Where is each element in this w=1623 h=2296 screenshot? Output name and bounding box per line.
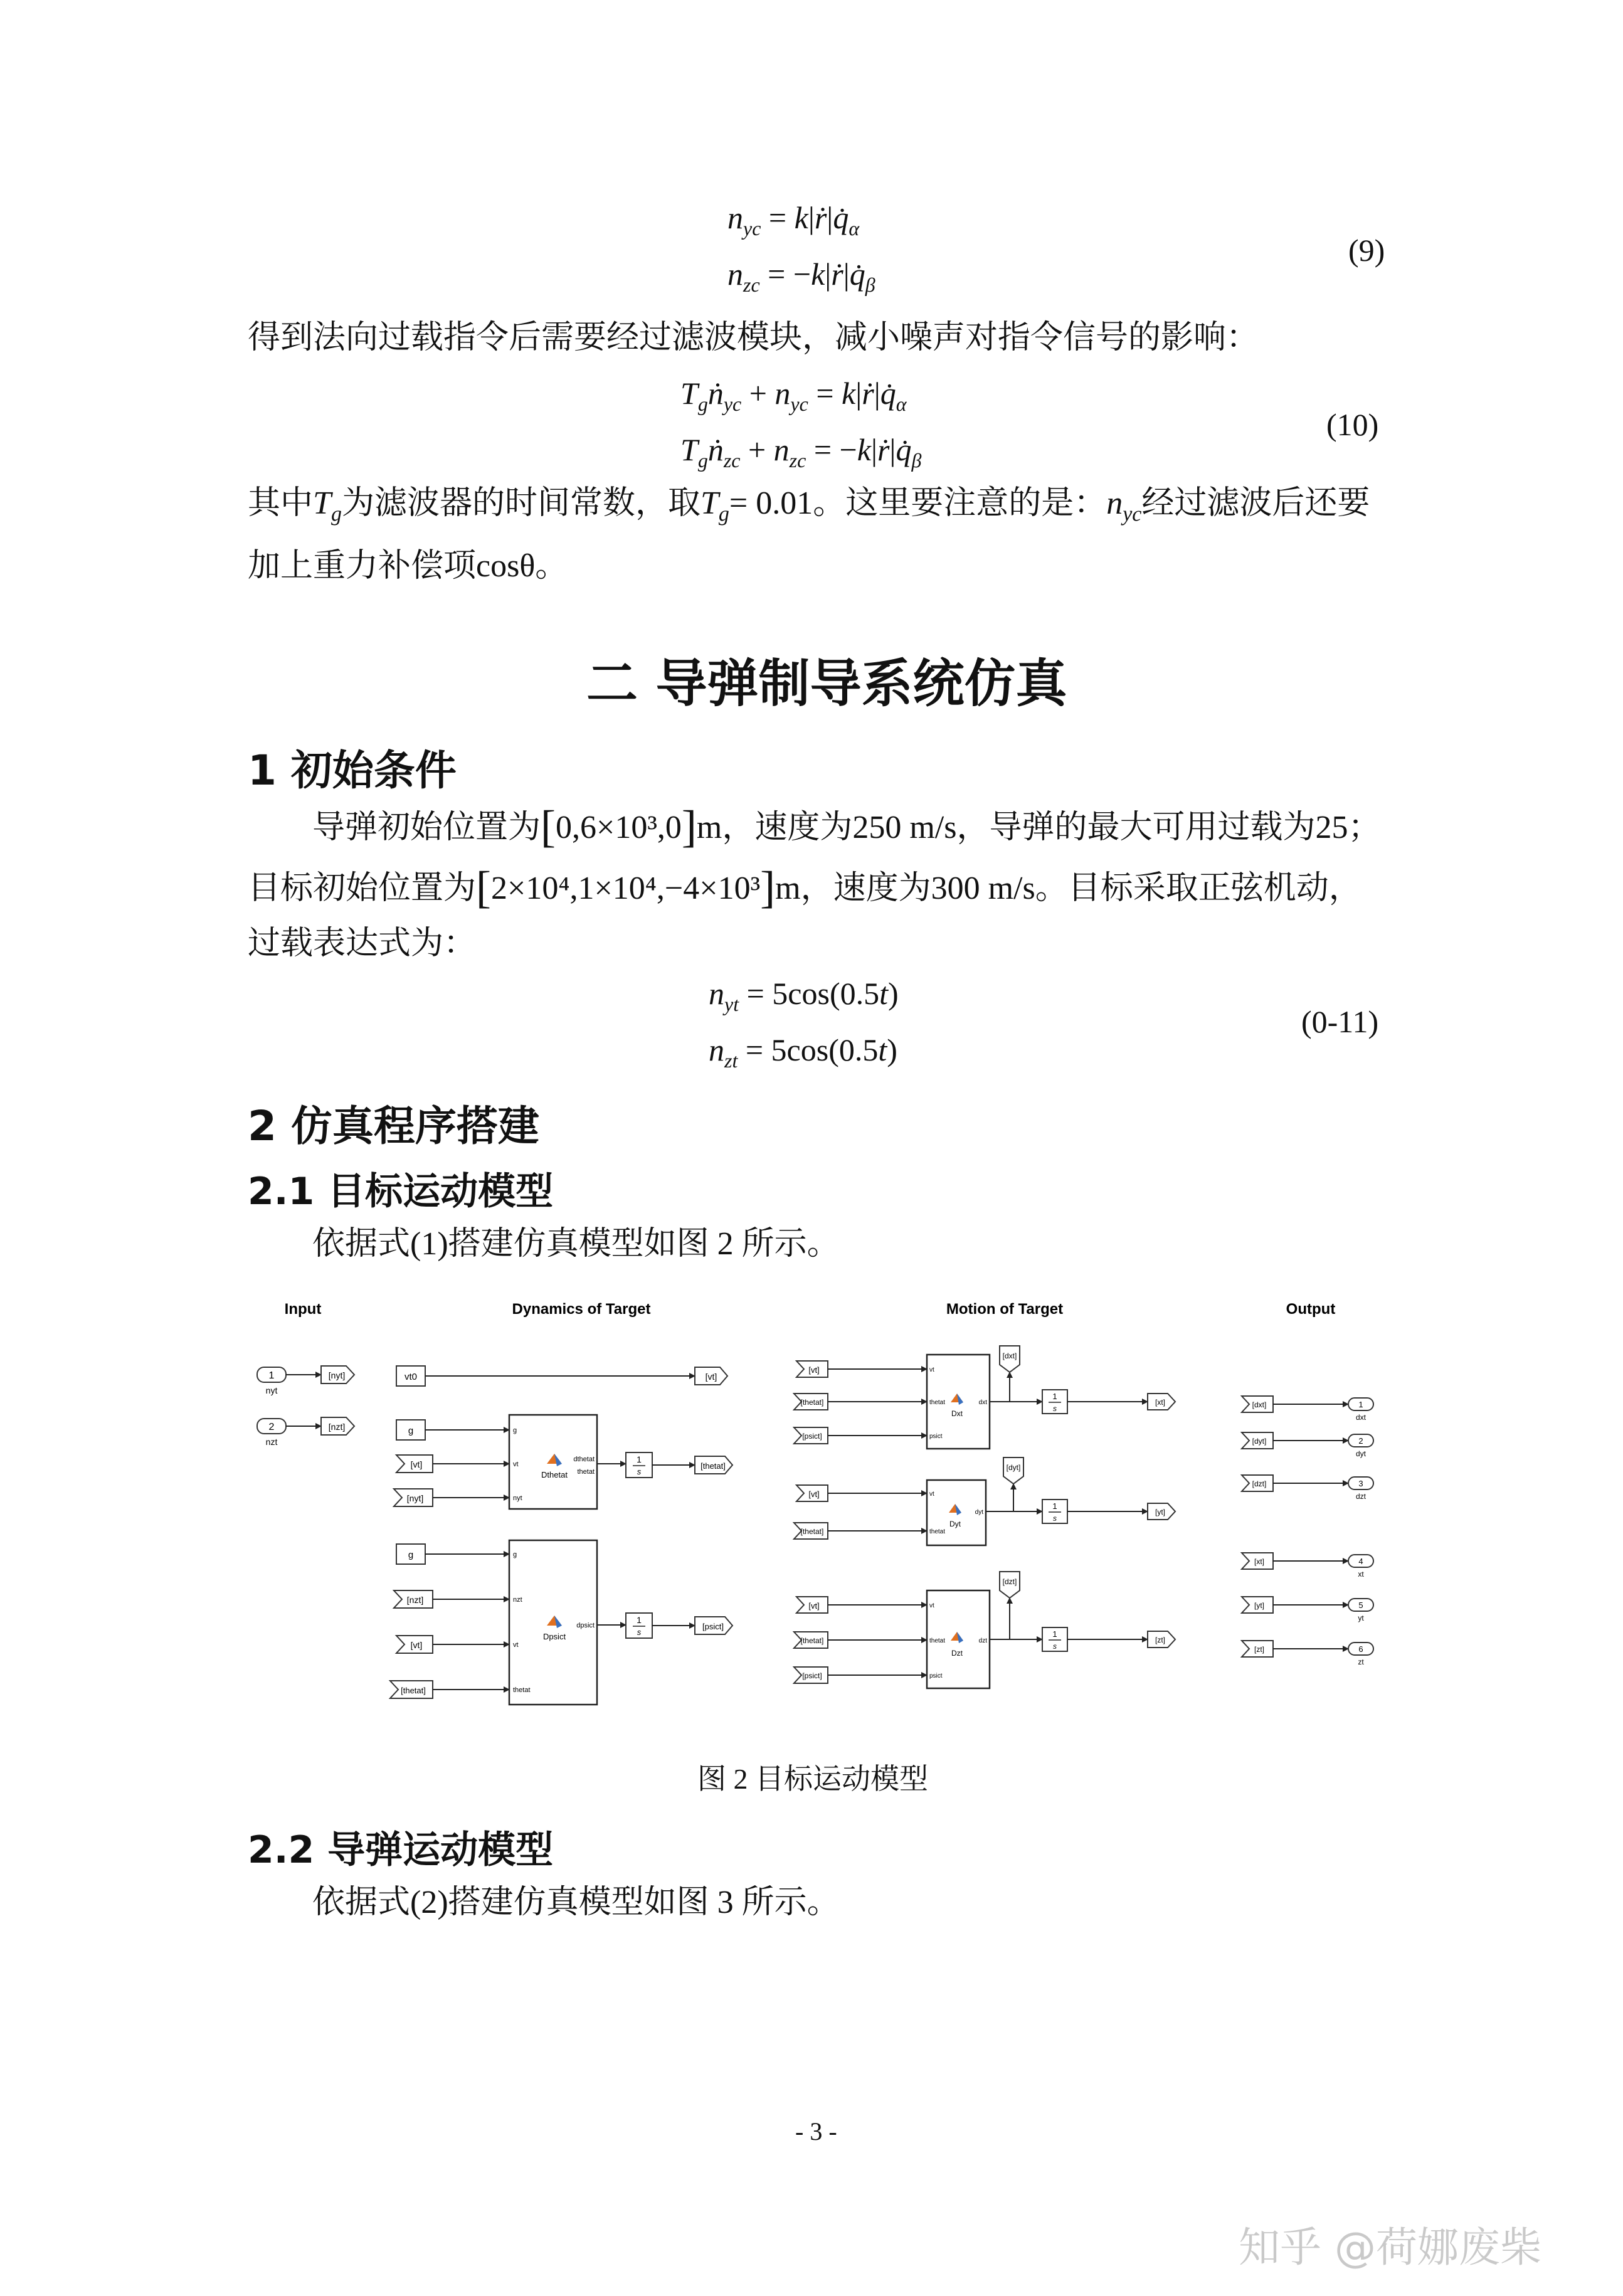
svg-text:[dzt]: [dzt] (1252, 1479, 1267, 1488)
svg-text:xt: xt (1358, 1570, 1364, 1579)
outport-1[interactable] (1348, 1398, 1373, 1422)
integrator-zt[interactable] (1042, 1627, 1067, 1651)
svg-text:1: 1 (268, 1370, 275, 1381)
svg-text:s: s (637, 1467, 642, 1476)
svg-text:[thetat]: [thetat] (800, 1398, 824, 1407)
svg-text:zt: zt (1358, 1658, 1364, 1666)
dpsict-input-thetat[interactable] (390, 1681, 433, 1698)
goto-dzt[interactable] (1000, 1572, 1020, 1598)
outport-2[interactable] (1348, 1434, 1373, 1458)
svg-text:thetat: thetat (513, 1686, 531, 1694)
goto-thetat[interactable] (695, 1456, 732, 1474)
svg-text:[dyt]: [dyt] (1252, 1437, 1267, 1446)
svg-text:[psict]: [psict] (802, 1671, 822, 1680)
svg-text:dyt: dyt (975, 1509, 983, 1516)
svg-text:[psict]: [psict] (702, 1622, 724, 1631)
integrator-xt[interactable] (1042, 1390, 1067, 1414)
svg-text:[nzt]: [nzt] (406, 1595, 424, 1605)
eq11-line2: $n_{zt} = 5\cos(0.5t)$ (709, 1032, 897, 1072)
svg-text:[vt]: [vt] (808, 1489, 820, 1499)
svg-text:vt0: vt0 (404, 1372, 418, 1382)
outport-3[interactable] (1348, 1477, 1373, 1501)
svg-text:Dyt: Dyt (949, 1520, 961, 1528)
svg-text:[nzt]: [nzt] (328, 1422, 346, 1432)
dyt-input-thetat[interactable] (794, 1523, 828, 1539)
section-2-title: 2 仿真程序搭建 (248, 1102, 539, 1150)
svg-text:1: 1 (637, 1615, 642, 1625)
dyt-block[interactable] (927, 1480, 986, 1545)
area-title-output: Output (1286, 1301, 1336, 1318)
output-from-dyt[interactable] (1242, 1432, 1273, 1449)
svg-text:vt: vt (513, 1641, 519, 1649)
svg-text:[nyt]: [nyt] (328, 1370, 346, 1380)
goto-dyt[interactable] (1003, 1457, 1023, 1484)
chapter-title: 二 导弹制导系统仿真 (586, 654, 1067, 714)
eq11-number: (0-11) (1301, 1004, 1379, 1039)
svg-text:vt: vt (929, 1602, 934, 1609)
svg-text:s: s (1053, 1404, 1057, 1413)
integrator-psict[interactable] (626, 1613, 652, 1638)
outport-4[interactable] (1348, 1555, 1373, 1579)
svg-text:1: 1 (1052, 1629, 1057, 1639)
svg-text:yt: yt (1358, 1614, 1364, 1622)
svg-text:6: 6 (1358, 1644, 1363, 1654)
svg-text:psict: psict (929, 1433, 943, 1440)
svg-text:[thetat]: [thetat] (700, 1461, 726, 1471)
eq10-number: (10) (1326, 407, 1379, 442)
svg-text:Dthetat: Dthetat (541, 1470, 568, 1479)
svg-text:vt: vt (513, 1461, 519, 1468)
goto-nyt[interactable] (321, 1366, 354, 1383)
inport-2[interactable] (257, 1419, 286, 1447)
dzt-input-vt[interactable] (796, 1597, 828, 1613)
para-filter: 得到法向过载指令后需要经过滤波模块，减小噪声对指令信号的影响： (248, 320, 1259, 356)
svg-text:Dzt: Dzt (951, 1649, 963, 1658)
svg-text:[zt]: [zt] (1254, 1645, 1265, 1654)
svg-text:g: g (513, 1427, 517, 1434)
outport-5[interactable] (1348, 1599, 1373, 1622)
svg-text:[vt]: [vt] (410, 1459, 423, 1469)
dxt-input-thetat[interactable] (794, 1394, 828, 1410)
svg-text:[vt]: [vt] (808, 1601, 820, 1611)
section-2-2-para: 依据式(2)搭建仿真模型如图 3 所示。 (312, 1885, 840, 1920)
svg-text:vt: vt (929, 1367, 934, 1373)
eq9-number: (9) (1348, 233, 1385, 268)
goto-xt[interactable] (1148, 1394, 1175, 1410)
svg-text:dthetat: dthetat (573, 1456, 595, 1463)
svg-text:[vt]: [vt] (410, 1640, 423, 1650)
page-number: - 3 - (795, 2117, 837, 2145)
svg-text:g: g (408, 1426, 414, 1436)
svg-text:s: s (637, 1627, 642, 1637)
area-title-dynamics: Dynamics of Target (512, 1301, 651, 1318)
dxt-block[interactable] (927, 1355, 990, 1449)
svg-text:g: g (513, 1551, 517, 1558)
area-title-motion: Motion of Target (946, 1301, 1064, 1318)
dthetat-input-vt[interactable] (396, 1455, 433, 1473)
goto-psict[interactable] (695, 1617, 732, 1634)
svg-text:dxt: dxt (978, 1399, 987, 1406)
output-from-xt[interactable] (1242, 1553, 1273, 1569)
svg-text:dzt: dzt (1355, 1492, 1367, 1501)
svg-text:nzt: nzt (513, 1596, 522, 1604)
svg-text:[thetat]: [thetat] (800, 1636, 824, 1645)
eq11-line1: $n_{yt} = 5\cos(0.5t)$ (709, 976, 899, 1015)
output-from-yt[interactable] (1242, 1597, 1273, 1613)
svg-text:thetat: thetat (577, 1468, 595, 1476)
figure-2-caption: 图 2 目标运动模型 (697, 1763, 928, 1795)
svg-text:nyt: nyt (265, 1385, 278, 1395)
eq9-line2: $n_{zc}$ = $-k|ṙ|q̇_\beta$ (727, 257, 875, 296)
dzt-input-thetat[interactable] (794, 1632, 828, 1648)
svg-text:s: s (1053, 1642, 1057, 1651)
output-from-dxt[interactable] (1242, 1396, 1273, 1412)
init-para-line2: 目标初始位置为[2×10⁴,1×10⁴,−4×10³]m，速度为300 m/s。目标采取正弦机动， (248, 862, 1361, 913)
watermark: 知乎 @荷娜废柴 (1239, 2223, 1541, 2272)
dpsict-block[interactable] (509, 1540, 597, 1705)
dpsict-input-g[interactable] (396, 1544, 425, 1564)
svg-text:dpsict: dpsict (576, 1622, 595, 1629)
svg-text:[dzt]: [dzt] (1002, 1577, 1017, 1586)
dzt-block[interactable] (927, 1590, 990, 1688)
svg-text:s: s (1053, 1514, 1057, 1523)
init-para-line1: 导弹初始位置为[0,6×10³,0]m，速度为250 m/s，导弹的最大可用过载为25； (312, 801, 1381, 852)
section-1-title: 1 初始条件 (248, 746, 457, 795)
svg-text:Dpsict: Dpsict (542, 1632, 566, 1641)
inport-1[interactable] (257, 1367, 286, 1395)
svg-text:2: 2 (268, 1422, 275, 1432)
svg-text:g: g (408, 1550, 414, 1560)
svg-text:[thetat]: [thetat] (401, 1686, 426, 1695)
eq10-line2: $T_gṅ_{zc} + n_{zc}$ = $-k|ṙ|q̇_\beta$ (680, 432, 922, 472)
dthetat-input-nyt[interactable] (394, 1489, 433, 1506)
svg-text:4: 4 (1358, 1557, 1363, 1566)
svg-text:1: 1 (637, 1454, 642, 1464)
eq10-line1: $T_gṅ_{yc} + n_{yc}$ = $k|ṙ|q̇_\alpha$ (680, 376, 907, 415)
svg-text:[yt]: [yt] (1155, 1508, 1166, 1516)
section-2-2-title: 2.2 导弹运动模型 (248, 1828, 554, 1872)
dxt-input-vt[interactable] (796, 1361, 828, 1377)
dpsict-input-vt[interactable] (396, 1636, 433, 1653)
outport-6[interactable] (1348, 1643, 1373, 1666)
dzt-input-psict[interactable] (794, 1667, 828, 1683)
output-from-dzt[interactable] (1242, 1475, 1273, 1491)
svg-text:3: 3 (1358, 1479, 1363, 1488)
para-tg-line2: 加上重力补偿项cosθ。 (248, 548, 568, 584)
integrator-thetat[interactable] (626, 1452, 652, 1478)
svg-text:dzt: dzt (978, 1637, 987, 1644)
svg-text:[vt]: [vt] (808, 1365, 820, 1375)
svg-text:[yt]: [yt] (1254, 1601, 1265, 1610)
svg-text:1: 1 (1052, 1392, 1057, 1401)
goto-nzt[interactable] (321, 1417, 354, 1435)
eq9-line1: $n_{yc}$ = $k|ṙ|q̇_\alpha$ (727, 200, 860, 240)
svg-text:[xt]: [xt] (1155, 1398, 1166, 1407)
svg-text:[dxt]: [dxt] (1252, 1400, 1267, 1409)
svg-text:nzt: nzt (265, 1437, 278, 1447)
svg-text:[nyt]: [nyt] (406, 1493, 424, 1503)
goto-vt[interactable] (695, 1367, 727, 1385)
para-tg-line1: 其中$T_g$为滤波器的时间常数，取$T_g= 0.01$。这里要注意的是：$n_{yc}$经过滤波后还要 (248, 485, 1370, 526)
goto-dxt[interactable] (1000, 1346, 1020, 1372)
section-2-1-para: 依据式(1)搭建仿真模型如图 2 所示。 (312, 1226, 840, 1262)
init-para-line3: 过载表达式为： (248, 926, 477, 961)
vt0-constant[interactable] (396, 1366, 425, 1386)
svg-text:5: 5 (1358, 1600, 1363, 1610)
svg-text:[psict]: [psict] (802, 1432, 822, 1441)
dpsict-input-nzt[interactable] (394, 1590, 433, 1608)
svg-text:thetat: thetat (929, 1399, 946, 1406)
dthetat-block[interactable] (509, 1415, 597, 1509)
svg-text:[thetat]: [thetat] (800, 1527, 824, 1536)
svg-text:dxt: dxt (1355, 1413, 1367, 1422)
svg-text:dyt: dyt (1355, 1449, 1367, 1458)
dxt-input-psict[interactable] (794, 1427, 828, 1444)
output-from-zt[interactable] (1242, 1641, 1273, 1657)
svg-text:[zt]: [zt] (1155, 1636, 1166, 1644)
svg-text:2: 2 (1358, 1436, 1363, 1446)
svg-text:vt: vt (929, 1491, 934, 1498)
svg-text:[xt]: [xt] (1254, 1557, 1265, 1566)
svg-text:[vt]: [vt] (705, 1372, 717, 1382)
svg-text:thetat: thetat (929, 1637, 946, 1644)
svg-text:1: 1 (1052, 1501, 1057, 1511)
integrator-yt[interactable] (1042, 1500, 1067, 1523)
svg-text:thetat: thetat (929, 1528, 946, 1535)
goto-yt[interactable] (1148, 1503, 1175, 1520)
dthetat-input-g[interactable] (396, 1420, 425, 1440)
dyt-input-vt[interactable] (796, 1485, 828, 1501)
area-title-input: Input (284, 1301, 322, 1318)
svg-text:[dxt]: [dxt] (1002, 1352, 1017, 1360)
svg-text:[dyt]: [dyt] (1006, 1463, 1021, 1472)
svg-text:Dxt: Dxt (951, 1409, 963, 1418)
svg-text:nyt: nyt (513, 1495, 522, 1502)
goto-zt[interactable] (1148, 1631, 1175, 1648)
svg-text:1: 1 (1358, 1400, 1363, 1409)
svg-text:psict: psict (929, 1673, 943, 1680)
section-2-1-title: 2.1 目标运动模型 (248, 1170, 554, 1214)
